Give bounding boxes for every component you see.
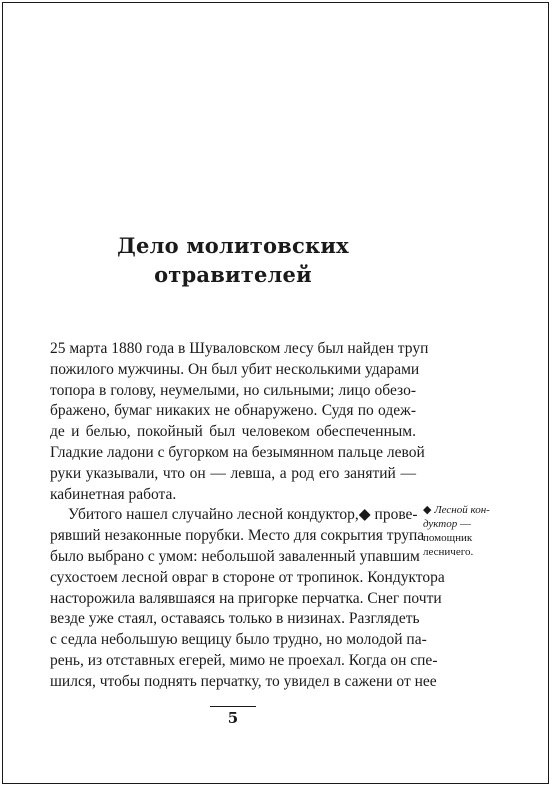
text-line: рявший незаконные порубки. Место для сокрытия трупа — [50, 527, 425, 545]
text-line: бражено, бумаг никаких не обнаружено. Судя по одеж- — [50, 402, 416, 420]
side-note-line: помощник — [423, 532, 473, 544]
side-note — [423, 503, 505, 559]
page-number-rule — [210, 706, 256, 707]
text-line: 25 марта 1880 года в Шуваловском лесу был найден труп — [50, 340, 429, 357]
text-line: было выбрано с умом: небольшой заваленный упавшим — [50, 547, 420, 565]
text-line: пожилого мужчины. Он был убит несколькими ударами — [50, 360, 420, 378]
text-line: топора в голову, неумелыми, но сильными; лицо обезо- — [50, 381, 416, 399]
paragraph-2 — [50, 505, 445, 692]
text-line: сухостоем лесной овраг в стороне от тропинок. Кондуктора — [50, 568, 445, 586]
chapter-title-line-2: отравителей — [154, 262, 312, 287]
text-line: насторожила валявшаяся на пригорке перчатка. Снег почти — [50, 589, 442, 607]
text-line: шился, чтобы поднять перчатку, то увидел в сажени от нее — [50, 672, 437, 690]
side-note-term: Лесной кон- — [434, 504, 490, 516]
text-line: Убитого нашел случайно лесной кондуктор,◆ прове- — [68, 506, 418, 524]
book-page — [2, 2, 549, 784]
text-line: руки указывали, что он — левша, а род его занятий — — [50, 464, 416, 482]
side-note-line: лесничего. — [423, 546, 474, 558]
text-line: Гладкие ладони с бугорком на безымянном пальце левой — [50, 443, 425, 461]
text-line: везде уже стаял, оставаясь только в низинах. Разглядеть — [50, 610, 420, 628]
side-note-line: дуктор — — [423, 518, 471, 530]
chapter-title-line-1: Дело молитовских — [117, 233, 349, 258]
body-text — [50, 339, 445, 693]
text-line: де и белью, покойный был человеком обеспеченным. — [50, 423, 416, 441]
text-line: рень, из отставных егерей, мимо не проехал. Когда он спе- — [50, 651, 438, 669]
footnote-marker-icon: ◆ — [423, 504, 432, 516]
side-note-line — [423, 503, 505, 517]
paragraph-1 — [50, 339, 429, 505]
text-line: кабинетная работа. — [50, 485, 177, 503]
side-note-term: дуктор — [423, 518, 458, 530]
chapter-title — [3, 231, 463, 289]
page-number: 5 — [227, 709, 239, 727]
text-line: с седла небольшую вещицу было трудно, но молодой па- — [50, 631, 427, 649]
